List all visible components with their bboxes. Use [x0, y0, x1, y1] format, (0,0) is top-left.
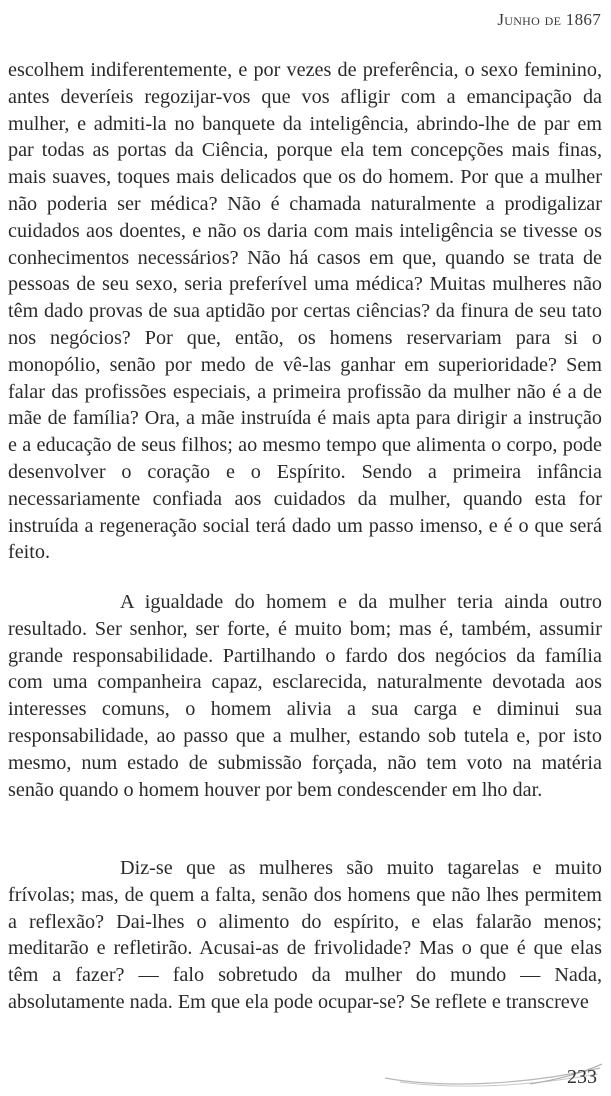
paragraph: A igualdade do homem e da mulher teria ainda outro resultado. Ser senhor, ser forte, é muito bom; mas é, também, assumir grande responsabilidade. Partilhando o fardo dos negócios da família com uma companheira capaz, esclarecida, naturalmente devotada aos interesses comuns, o homem alivia a sua carga e diminui sua responsabilidade, ao passo que a mulher, estando sob tutela e, por isto mesmo, num estado de submissão forçada, não tem voto na matéria senão quando o homem houver por bem condescender em lho dar.	[8, 591, 602, 801]
paragraph: escolhem indiferentemente, e por vezes de preferência, o sexo feminino, antes deveríeis regozijar-vos que vos afligir com a emancipação da mulher, e admiti-la no banquete da inteligência, abrindo-lhe de par em par todas as portas da Ciência, porque ela tem concepções mais finas, mais suaves, toques mais delicados que os do homem. Por que a mulher não poderia ser médica? Não é chamada naturalmente a prodigalizar cuidados aos doentes, e não os daria com mais inteligência se tivesse os conhecimentos necessários? Não há casos em que, quando se trata de pessoas de seu sexo, seria preferível uma médica? Muitas mulheres não têm dado provas de sua aptidão por certas ciências? da finura de seu tato nos negócios? Por que, então, os homens reservariam para si o monopólio, senão por medo de vê-las ganhar em superioridade? Sem falar das profissões especiais, a primeira profissão da mulher não é a de mãe de família? Ora, a mãe instruída é mais apta para dirigir a instrução e a educação de seus filhos; ao mesmo tempo que alimenta o corpo, pode desenvolver o coração e o Espírito. Sendo a primeira infância necessariamente confiada aos cuidados da mulher, quando esta for instruída a regeneração social terá dado um passo imenso, e é o que será feito.	[8, 59, 602, 564]
running-header: Junho de 1867	[497, 10, 601, 29]
paragraph-block-1	[8, 57, 602, 566]
paragraph-block-2	[8, 589, 602, 803]
page-number: 233	[567, 1066, 597, 1088]
paragraph-block-3	[8, 855, 602, 1016]
paragraph: Diz-se que as mulheres são muito tagarelas e muito frívolas; mas, de quem a falta, senão dos homens que não lhes permitem a reflexão? Dai-lhes o alimento do espírito, e elas falarão menos; meditarão e refletirão. Acusai-as de frivolidade? Mas o que é que elas têm a fazer? — falo sobretudo da mulher do mundo — Nada, absolutamente nada. Em que ela pode ocupar-se? Se reflete e transcreve	[8, 857, 602, 1013]
